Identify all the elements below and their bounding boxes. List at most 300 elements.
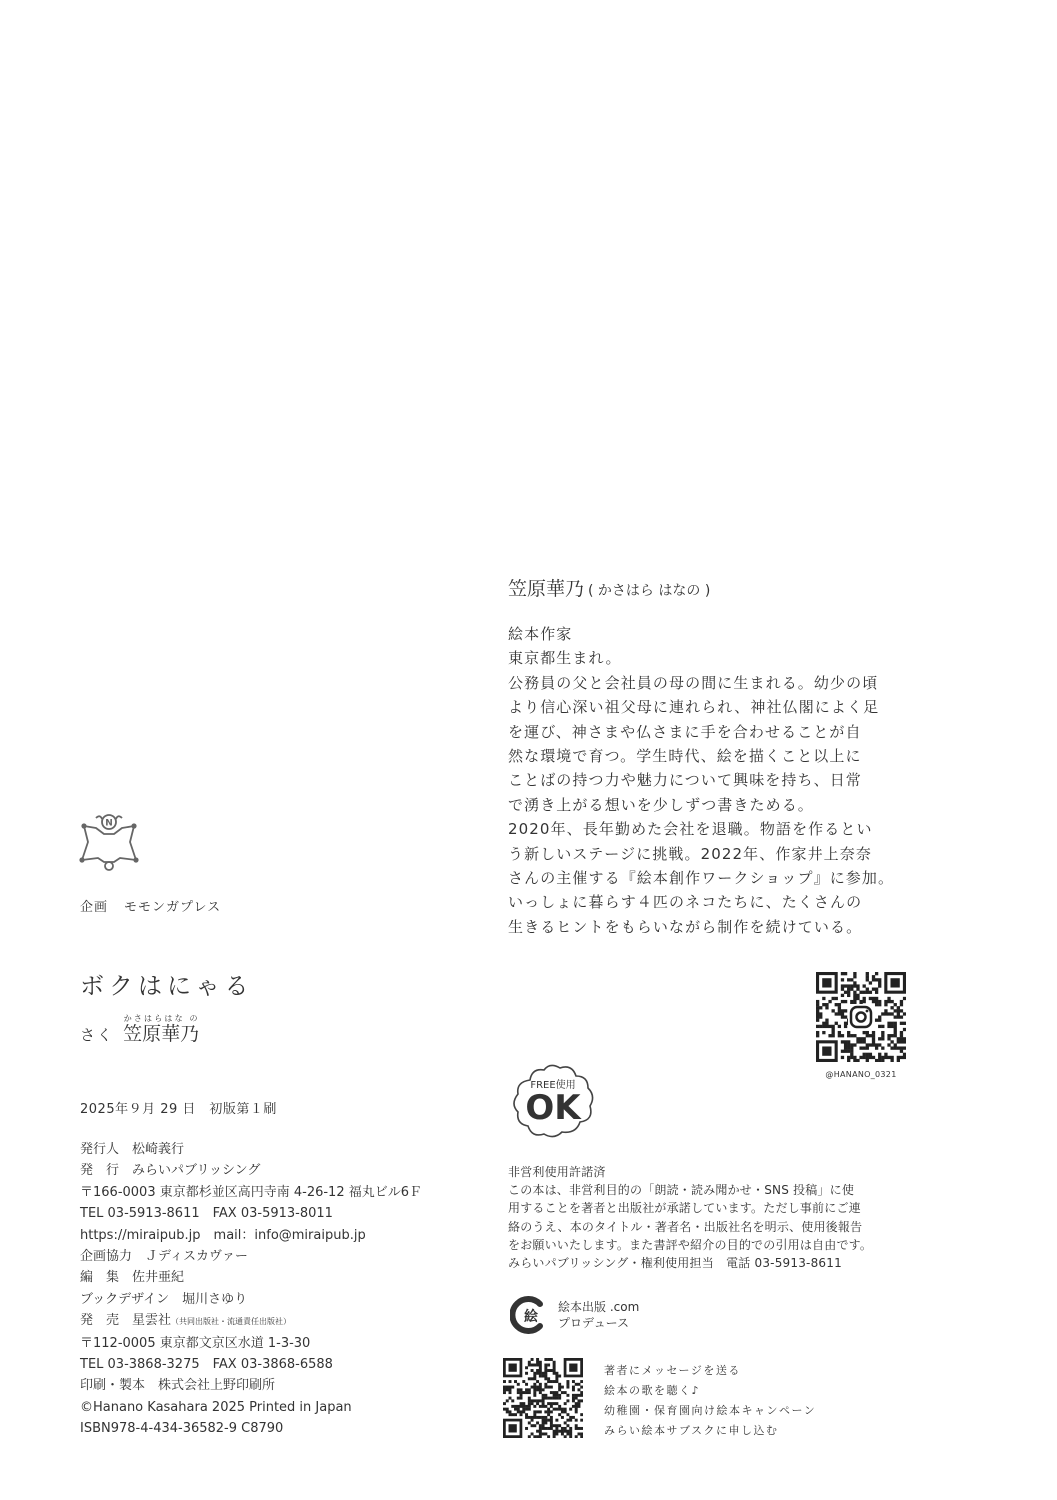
qr-module bbox=[547, 1419, 550, 1422]
qr-module bbox=[536, 1386, 539, 1389]
qr-module bbox=[866, 1031, 869, 1034]
qr-module bbox=[890, 1046, 893, 1049]
qr-module bbox=[816, 1006, 819, 1009]
qr-module bbox=[816, 1019, 819, 1022]
qr-module bbox=[555, 1397, 558, 1400]
qr-module bbox=[900, 1000, 903, 1003]
qr-module bbox=[558, 1424, 561, 1427]
author-profile-name-text: 笠原華乃 bbox=[508, 578, 585, 600]
qr-module bbox=[542, 1416, 545, 1419]
listen-song-link[interactable]: 絵本の歌を聴く♪ bbox=[604, 1384, 701, 1397]
qr-module bbox=[841, 1000, 844, 1003]
qr-module bbox=[822, 1003, 825, 1006]
qr-module bbox=[533, 1375, 536, 1378]
qr-module bbox=[544, 1364, 547, 1367]
qr-module bbox=[561, 1432, 564, 1435]
qr-module bbox=[547, 1435, 550, 1438]
qr-module bbox=[553, 1366, 556, 1369]
qr-module bbox=[531, 1377, 534, 1380]
author-bio-line: ことばの持つ力や魅力について興味を持ち、日常 bbox=[508, 771, 862, 790]
qr-module bbox=[572, 1416, 575, 1419]
permission-line: 非営利使用許諾済 bbox=[508, 1165, 606, 1179]
qr-module bbox=[553, 1408, 556, 1411]
qr-module bbox=[528, 1408, 531, 1411]
qr-module bbox=[900, 1040, 903, 1043]
qr-module bbox=[566, 1413, 569, 1416]
qr-module bbox=[544, 1410, 547, 1413]
qr-module bbox=[841, 978, 844, 981]
qr-module bbox=[569, 1435, 572, 1438]
qr-module bbox=[853, 1056, 856, 1059]
qr-module bbox=[525, 1366, 528, 1369]
free-use-label: FREE使用 bbox=[530, 1080, 576, 1091]
qr-finder-pattern bbox=[818, 974, 837, 993]
credit-line: ブックデザイン 堀川さゆり bbox=[80, 1291, 248, 1307]
qr-module bbox=[553, 1361, 556, 1364]
qr-module bbox=[517, 1388, 520, 1391]
qr-module bbox=[575, 1405, 578, 1408]
qr-module bbox=[553, 1402, 556, 1405]
qr-module bbox=[547, 1427, 550, 1430]
qr-module bbox=[531, 1419, 534, 1422]
qr-module bbox=[522, 1408, 525, 1411]
qr-module bbox=[555, 1391, 558, 1394]
qr-module bbox=[853, 991, 856, 994]
book-author bbox=[80, 1014, 199, 1046]
qr-module bbox=[816, 1009, 819, 1012]
qr-module bbox=[863, 1056, 866, 1059]
qr-module bbox=[580, 1432, 583, 1435]
qr-module bbox=[575, 1408, 578, 1411]
qr-module bbox=[856, 994, 859, 997]
qr-module bbox=[544, 1416, 547, 1419]
qr-module bbox=[844, 1022, 847, 1025]
qr-module bbox=[853, 1043, 856, 1046]
ehon-logo-char: 絵 bbox=[524, 1309, 538, 1325]
qr-module bbox=[572, 1397, 575, 1400]
qr-module bbox=[897, 1046, 900, 1049]
qr-module bbox=[838, 1025, 841, 1028]
qr-module bbox=[553, 1372, 556, 1375]
qr-module bbox=[575, 1419, 578, 1422]
qr-module bbox=[555, 1375, 558, 1378]
qr-module bbox=[853, 994, 856, 997]
qr-module bbox=[553, 1394, 556, 1397]
qr-module bbox=[847, 1040, 850, 1043]
qr-module bbox=[509, 1413, 512, 1416]
qr-module bbox=[539, 1388, 542, 1391]
qr-module bbox=[542, 1419, 545, 1422]
author-profile-name bbox=[508, 574, 710, 601]
qr-module bbox=[887, 1025, 890, 1028]
qr-module bbox=[536, 1399, 539, 1402]
ehon-shuppan-text bbox=[558, 1299, 639, 1331]
subscription-link[interactable]: みらい絵本サブスクに申し込む bbox=[604, 1424, 779, 1437]
qr-module bbox=[553, 1432, 556, 1435]
qr-module bbox=[577, 1399, 580, 1402]
qr-module bbox=[850, 1046, 853, 1049]
qr-module bbox=[544, 1405, 547, 1408]
qr-module bbox=[819, 1025, 822, 1028]
qr-module bbox=[517, 1397, 520, 1400]
qr-module bbox=[866, 972, 869, 975]
qr-module bbox=[890, 1059, 893, 1062]
qr-module bbox=[863, 1046, 866, 1049]
qr-module bbox=[544, 1383, 547, 1386]
qr-module bbox=[853, 981, 856, 984]
qr-module bbox=[550, 1386, 553, 1389]
qr-module bbox=[547, 1364, 550, 1367]
qr-module bbox=[869, 1043, 872, 1046]
qr-module bbox=[832, 1009, 835, 1012]
author-bio-line: より信心深い祖父母に連れられ、神社仏閣によく足 bbox=[508, 698, 880, 717]
qr-module bbox=[825, 1022, 828, 1025]
qr-finder-pattern bbox=[565, 1359, 582, 1376]
credit-line: 企画協力 Ｊディスカヴァー bbox=[80, 1249, 248, 1265]
qr-module bbox=[856, 1059, 859, 1062]
qr-module bbox=[878, 981, 881, 984]
qr-module bbox=[866, 978, 869, 981]
qr-module bbox=[550, 1397, 553, 1400]
credit-line: https://miraipub.jp mail：info@miraipub.jp bbox=[80, 1227, 366, 1243]
qr-module bbox=[897, 1006, 900, 1009]
qr-module bbox=[569, 1430, 572, 1433]
qr-module bbox=[506, 1399, 509, 1402]
qr-module bbox=[869, 981, 872, 984]
qr-module bbox=[542, 1427, 545, 1430]
qr-module bbox=[577, 1405, 580, 1408]
qr-module bbox=[547, 1386, 550, 1389]
qr-module bbox=[832, 1034, 835, 1037]
qr-module bbox=[881, 1025, 884, 1028]
qr-module bbox=[544, 1394, 547, 1397]
qr-module bbox=[897, 1012, 900, 1015]
qr-module bbox=[503, 1408, 506, 1411]
qr-module bbox=[863, 991, 866, 994]
author-bio-line: 絵本作家 bbox=[508, 625, 573, 643]
qr-module bbox=[517, 1383, 520, 1386]
qr-module bbox=[539, 1383, 542, 1386]
qr-module bbox=[878, 1025, 881, 1028]
qr-module bbox=[533, 1394, 536, 1397]
qr-module bbox=[575, 1397, 578, 1400]
qr-module bbox=[550, 1419, 553, 1422]
qr-module bbox=[903, 1046, 906, 1049]
qr-module bbox=[531, 1369, 534, 1372]
qr-module bbox=[566, 1432, 569, 1435]
qr-module bbox=[841, 1009, 844, 1012]
qr-module bbox=[509, 1380, 512, 1383]
qr-module bbox=[536, 1358, 539, 1361]
qr-module bbox=[522, 1402, 525, 1405]
qr-module bbox=[847, 1031, 850, 1034]
qr-module bbox=[884, 1003, 887, 1006]
qr-module bbox=[844, 1050, 847, 1053]
qr-module bbox=[542, 1399, 545, 1402]
author-name-ruby bbox=[123, 1014, 200, 1045]
qr-module bbox=[841, 1034, 844, 1037]
author-role: さく bbox=[80, 1026, 115, 1044]
qr-module bbox=[875, 988, 878, 991]
author-bio-line: いっしょに暮らす４匹のネコたちに、たくさんの bbox=[508, 893, 863, 912]
qr-module bbox=[539, 1435, 542, 1438]
qr-module bbox=[816, 1025, 819, 1028]
credit-line: 〒166-0003 東京都杉並区高円寺南 4-26-12 福丸ビル6Ｆ bbox=[80, 1184, 422, 1200]
qr-module bbox=[847, 1046, 850, 1049]
qr-module bbox=[853, 975, 856, 978]
qr-module bbox=[536, 1369, 539, 1372]
qr-module bbox=[825, 1003, 828, 1006]
non-profit-permission bbox=[508, 1163, 928, 1272]
qr-module bbox=[844, 1025, 847, 1028]
qr-module bbox=[547, 1413, 550, 1416]
qr-module bbox=[816, 1015, 819, 1018]
qr-module bbox=[520, 1397, 523, 1400]
qr-module bbox=[884, 1053, 887, 1056]
qr-module bbox=[580, 1413, 583, 1416]
qr-module bbox=[875, 1046, 878, 1049]
planning-credit bbox=[80, 896, 221, 915]
qr-module bbox=[564, 1430, 567, 1433]
qr-module bbox=[553, 1424, 556, 1427]
qr-module bbox=[853, 1059, 856, 1062]
qr-module bbox=[528, 1397, 531, 1400]
credit-line: ©Hanano Kasahara 2025 Printed in Japan bbox=[80, 1399, 352, 1415]
qr-module bbox=[528, 1421, 531, 1424]
qr-module bbox=[822, 1025, 825, 1028]
qr-module bbox=[856, 1040, 859, 1043]
qr-module bbox=[872, 1000, 875, 1003]
qr-module bbox=[580, 1435, 583, 1438]
qr-module bbox=[555, 1402, 558, 1405]
qr-module bbox=[547, 1408, 550, 1411]
qr-module bbox=[550, 1402, 553, 1405]
qr-finder-pattern bbox=[504, 1420, 521, 1437]
qr-module bbox=[542, 1424, 545, 1427]
qr-module bbox=[572, 1394, 575, 1397]
qr-module bbox=[531, 1424, 534, 1427]
qr-module bbox=[856, 997, 859, 1000]
qr-module bbox=[533, 1391, 536, 1394]
qr-module bbox=[561, 1386, 564, 1389]
qr-module bbox=[525, 1372, 528, 1375]
qr-module bbox=[566, 1424, 569, 1427]
qr-module bbox=[822, 997, 825, 1000]
qr-module bbox=[547, 1380, 550, 1383]
qr-module bbox=[847, 984, 850, 987]
qr-module bbox=[887, 1000, 890, 1003]
qr-module bbox=[558, 1405, 561, 1408]
qr-module bbox=[528, 1364, 531, 1367]
qr-module bbox=[819, 1015, 822, 1018]
qr-module bbox=[539, 1405, 542, 1408]
qr-module bbox=[900, 1009, 903, 1012]
qr-module bbox=[539, 1427, 542, 1430]
author-bio-line: を運び、神さまや仏さまに手を合わせることが自 bbox=[508, 722, 862, 741]
qr-module bbox=[572, 1399, 575, 1402]
qr-module bbox=[875, 1000, 878, 1003]
qr-module bbox=[509, 1397, 512, 1400]
qr-module bbox=[881, 1059, 884, 1062]
kindergarten-campaign-link[interactable]: 幼稚園・保育園向け絵本キャンペーン bbox=[604, 1404, 817, 1417]
qr-module bbox=[566, 1394, 569, 1397]
qr-module bbox=[850, 1050, 853, 1053]
qr-module bbox=[520, 1394, 523, 1397]
qr-module bbox=[533, 1416, 536, 1419]
qr-module bbox=[853, 1000, 856, 1003]
qr-finder-pattern bbox=[504, 1359, 521, 1376]
qr-module bbox=[539, 1416, 542, 1419]
qr-module bbox=[572, 1386, 575, 1389]
qr-module bbox=[884, 1009, 887, 1012]
qr-module bbox=[539, 1430, 542, 1433]
qr-module bbox=[881, 1031, 884, 1034]
qr-module bbox=[544, 1372, 547, 1375]
author-ruby: かさはらはな の bbox=[123, 1014, 200, 1023]
qr-module bbox=[832, 1031, 835, 1034]
qr-module bbox=[872, 1037, 875, 1040]
qr-module bbox=[884, 1056, 887, 1059]
distributor-text: 発 売 星雲社 bbox=[80, 1313, 172, 1329]
qr-module bbox=[841, 988, 844, 991]
qr-module bbox=[884, 1012, 887, 1015]
qr-module bbox=[844, 1046, 847, 1049]
qr-module bbox=[536, 1364, 539, 1367]
author-bio-line: で湧き上がる想いを少しずつ書きためる。 bbox=[508, 795, 814, 814]
qr-module bbox=[514, 1380, 517, 1383]
qr-module bbox=[903, 1028, 906, 1031]
qr-module bbox=[847, 1034, 850, 1037]
qr-module bbox=[550, 1424, 553, 1427]
qr-module bbox=[822, 1022, 825, 1025]
qr-module bbox=[580, 1427, 583, 1430]
qr-module bbox=[878, 978, 881, 981]
qr-module bbox=[503, 1380, 506, 1383]
qr-module bbox=[887, 1037, 890, 1040]
qr-module bbox=[533, 1372, 536, 1375]
qr-module bbox=[533, 1388, 536, 1391]
qr-module bbox=[825, 1006, 828, 1009]
qr-module bbox=[564, 1408, 567, 1411]
qr-module bbox=[850, 1056, 853, 1059]
qr-module bbox=[872, 1056, 875, 1059]
qr-module bbox=[890, 1012, 893, 1015]
qr-module bbox=[520, 1391, 523, 1394]
qr-module bbox=[506, 1386, 509, 1389]
book-title: ボクはにゃる bbox=[80, 972, 254, 1000]
qr-module bbox=[522, 1405, 525, 1408]
qr-module bbox=[847, 1043, 850, 1046]
qr-module bbox=[863, 1031, 866, 1034]
qr-module bbox=[878, 1056, 881, 1059]
qr-module bbox=[528, 1399, 531, 1402]
qr-module bbox=[553, 1369, 556, 1372]
qr-module bbox=[511, 1399, 514, 1402]
qr-module bbox=[525, 1427, 528, 1430]
qr-module bbox=[503, 1402, 506, 1405]
qr-module bbox=[850, 984, 853, 987]
qr-module bbox=[841, 984, 844, 987]
qr-module bbox=[869, 1034, 872, 1037]
qr-module bbox=[853, 984, 856, 987]
qr-module bbox=[838, 1009, 841, 1012]
qr-module bbox=[531, 1358, 534, 1361]
author-bio-line: さんの主催する『絵本創作ワークショップ』に参加。 bbox=[508, 869, 895, 888]
qr-module bbox=[539, 1410, 542, 1413]
qr-module bbox=[859, 1056, 862, 1059]
qr-module bbox=[547, 1358, 550, 1361]
qr-module bbox=[850, 978, 853, 981]
qr-module bbox=[544, 1419, 547, 1422]
qr-module bbox=[866, 991, 869, 994]
qr-module bbox=[553, 1391, 556, 1394]
qr-module bbox=[816, 1003, 819, 1006]
qr-module bbox=[835, 997, 838, 1000]
free-use-ok-badge bbox=[510, 1062, 596, 1142]
order-qr-code[interactable] bbox=[503, 1358, 583, 1438]
qr-module bbox=[816, 1000, 819, 1003]
qr-module bbox=[558, 1430, 561, 1433]
qr-module bbox=[539, 1432, 542, 1435]
qr-module bbox=[547, 1402, 550, 1405]
qr-module bbox=[553, 1430, 556, 1433]
qr-module bbox=[520, 1413, 523, 1416]
qr-module bbox=[878, 984, 881, 987]
qr-module bbox=[890, 1040, 893, 1043]
qr-module bbox=[872, 1031, 875, 1034]
qr-module bbox=[894, 1028, 897, 1031]
qr-module bbox=[503, 1388, 506, 1391]
qr-module bbox=[525, 1416, 528, 1419]
qr-module bbox=[514, 1405, 517, 1408]
qr-module bbox=[897, 1015, 900, 1018]
instagram-qr-code[interactable] bbox=[816, 972, 906, 1062]
send-message-link[interactable]: 著者にメッセージを送る bbox=[604, 1364, 741, 1377]
qr-module bbox=[894, 1031, 897, 1034]
edition-date: 2025年９月 29 日 初版第１刷 bbox=[80, 1102, 277, 1117]
qr-module bbox=[580, 1386, 583, 1389]
qr-module bbox=[506, 1388, 509, 1391]
qr-module bbox=[866, 1046, 869, 1049]
permission-line: 用することを著者と出版社が承諾しています。ただし事前にご連 bbox=[508, 1201, 861, 1216]
author-bio-line: 東京都生まれ。 bbox=[508, 649, 622, 668]
credit-line: 編 集 佐井亜紀 bbox=[80, 1270, 185, 1286]
qr-module bbox=[866, 988, 869, 991]
qr-module bbox=[838, 1006, 841, 1009]
qr-module bbox=[844, 1000, 847, 1003]
author-bio-line: 然な環境で育つ。学生時代、絵を描くこと以上に bbox=[508, 747, 862, 766]
qr-module bbox=[533, 1383, 536, 1386]
qr-module bbox=[875, 997, 878, 1000]
credit-line: TEL 03-3868-3275 FAX 03-3868-6588 bbox=[80, 1357, 333, 1373]
qr-module bbox=[522, 1410, 525, 1413]
instagram-handle: @HANANO_0321 bbox=[825, 1070, 897, 1079]
qr-module bbox=[850, 1034, 853, 1037]
qr-module bbox=[819, 1012, 822, 1015]
qr-module bbox=[580, 1394, 583, 1397]
qr-module bbox=[816, 1034, 819, 1037]
qr-module bbox=[547, 1410, 550, 1413]
qr-module bbox=[816, 1031, 819, 1034]
qr-module bbox=[517, 1391, 520, 1394]
qr-module bbox=[890, 1056, 893, 1059]
qr-module bbox=[564, 1435, 567, 1438]
qr-module bbox=[558, 1375, 561, 1378]
qr-module bbox=[875, 991, 878, 994]
qr-module bbox=[558, 1413, 561, 1416]
qr-module bbox=[841, 1040, 844, 1043]
qr-module bbox=[825, 1025, 828, 1028]
